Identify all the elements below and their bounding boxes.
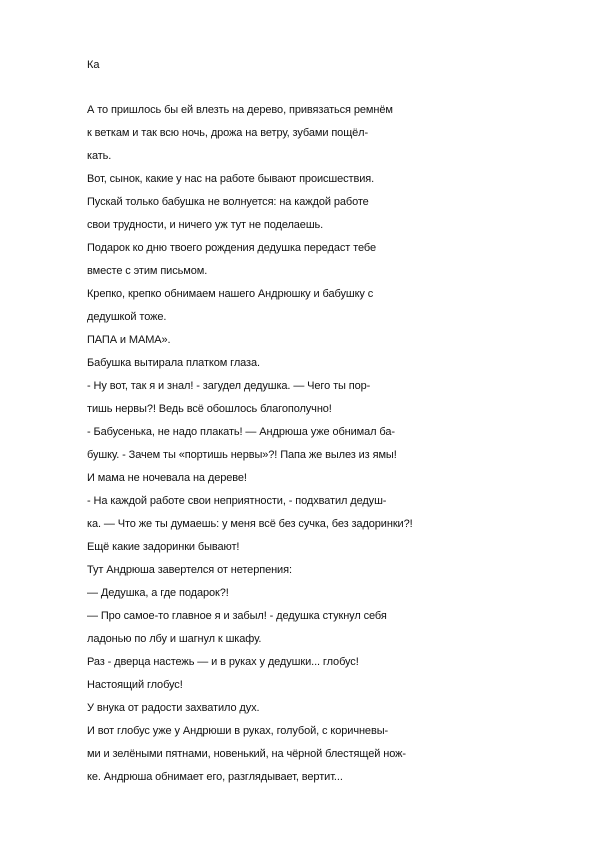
text-line: кать. — [87, 150, 112, 162]
text-line: - Бабусенька, не надо плакать! — Андрюша уже обнимал ба- — [87, 426, 395, 438]
text-line: Пускай только бабушка не волнуется: на каждой работе — [87, 196, 369, 208]
text-line: Настоящий глобус! — [87, 679, 183, 691]
text-line: У внука от радости захватило дух. — [87, 702, 260, 714]
text-line: к веткам и так всю ночь, дрожа на ветру, зубами пощёл- — [87, 127, 369, 139]
text-line: ка. — Что же ты думаешь: у меня всё без сучка, без задоринки?! — [87, 518, 413, 530]
text-line: - Ну вот, так я и знал! - загудел дедушка. — Чего ты пор- — [87, 380, 371, 392]
text-line: — Про самое-то главное я и забыл! - дедушка стукнул себя — [87, 610, 387, 622]
text-line: Тут Андрюша завертелся от нетерпения: — [87, 564, 292, 576]
text-line: ладонью по лбу и шагнул к шкафу. — [87, 633, 262, 645]
text-line: ке. Андрюша обнимает его, разглядывает, вертит... — [87, 771, 343, 783]
text-line: — Дедушка, а где подарок?! — [87, 587, 229, 599]
text-line: дедушкой тоже. — [87, 311, 167, 323]
text-line: Крепко, крепко обнимаем нашего Андрюшку и бабушку с — [87, 288, 374, 300]
page-header: Ка — [87, 59, 100, 71]
text-line: Раз - дверца настежь — и в руках у дедушки... глобус! — [87, 656, 359, 668]
text-line: ми и зелёными пятнами, новенький, на чёрной блестящей нож- — [87, 748, 406, 760]
text-line: И мама не ночевала на дереве! — [87, 472, 247, 484]
text-line: Бабушка вытирала платком глаза. — [87, 357, 260, 369]
text-line: Ещё какие задоринки бывают! — [87, 541, 240, 553]
text-line: Подарок ко дню твоего рождения дедушка передаст тебе — [87, 242, 376, 254]
text-line: Вот, сынок, какие у нас на работе бывают происшествия. — [87, 173, 375, 185]
text-line: И вот глобус уже у Андрюши в руках, голубой, с коричневы- — [87, 725, 389, 737]
text-line: тишь нервы?! Ведь всё обошлось благополучно! — [87, 403, 332, 415]
text-line: - На каждой работе свои неприятности, - подхватил дедуш- — [87, 495, 387, 507]
text-line: вместе с этим письмом. — [87, 265, 208, 277]
text-line: ПАПА и МАМА». — [87, 334, 171, 346]
text-line: А то пришлось бы ей влезть на дерево, привязаться ремнём — [87, 104, 393, 116]
body-text — [87, 99, 413, 789]
text-line: бушку. - Зачем ты «портишь нервы»?! Папа же вылез из ямы! — [87, 449, 397, 461]
text-line: свои трудности, и ничего уж тут не поделаешь. — [87, 219, 324, 231]
